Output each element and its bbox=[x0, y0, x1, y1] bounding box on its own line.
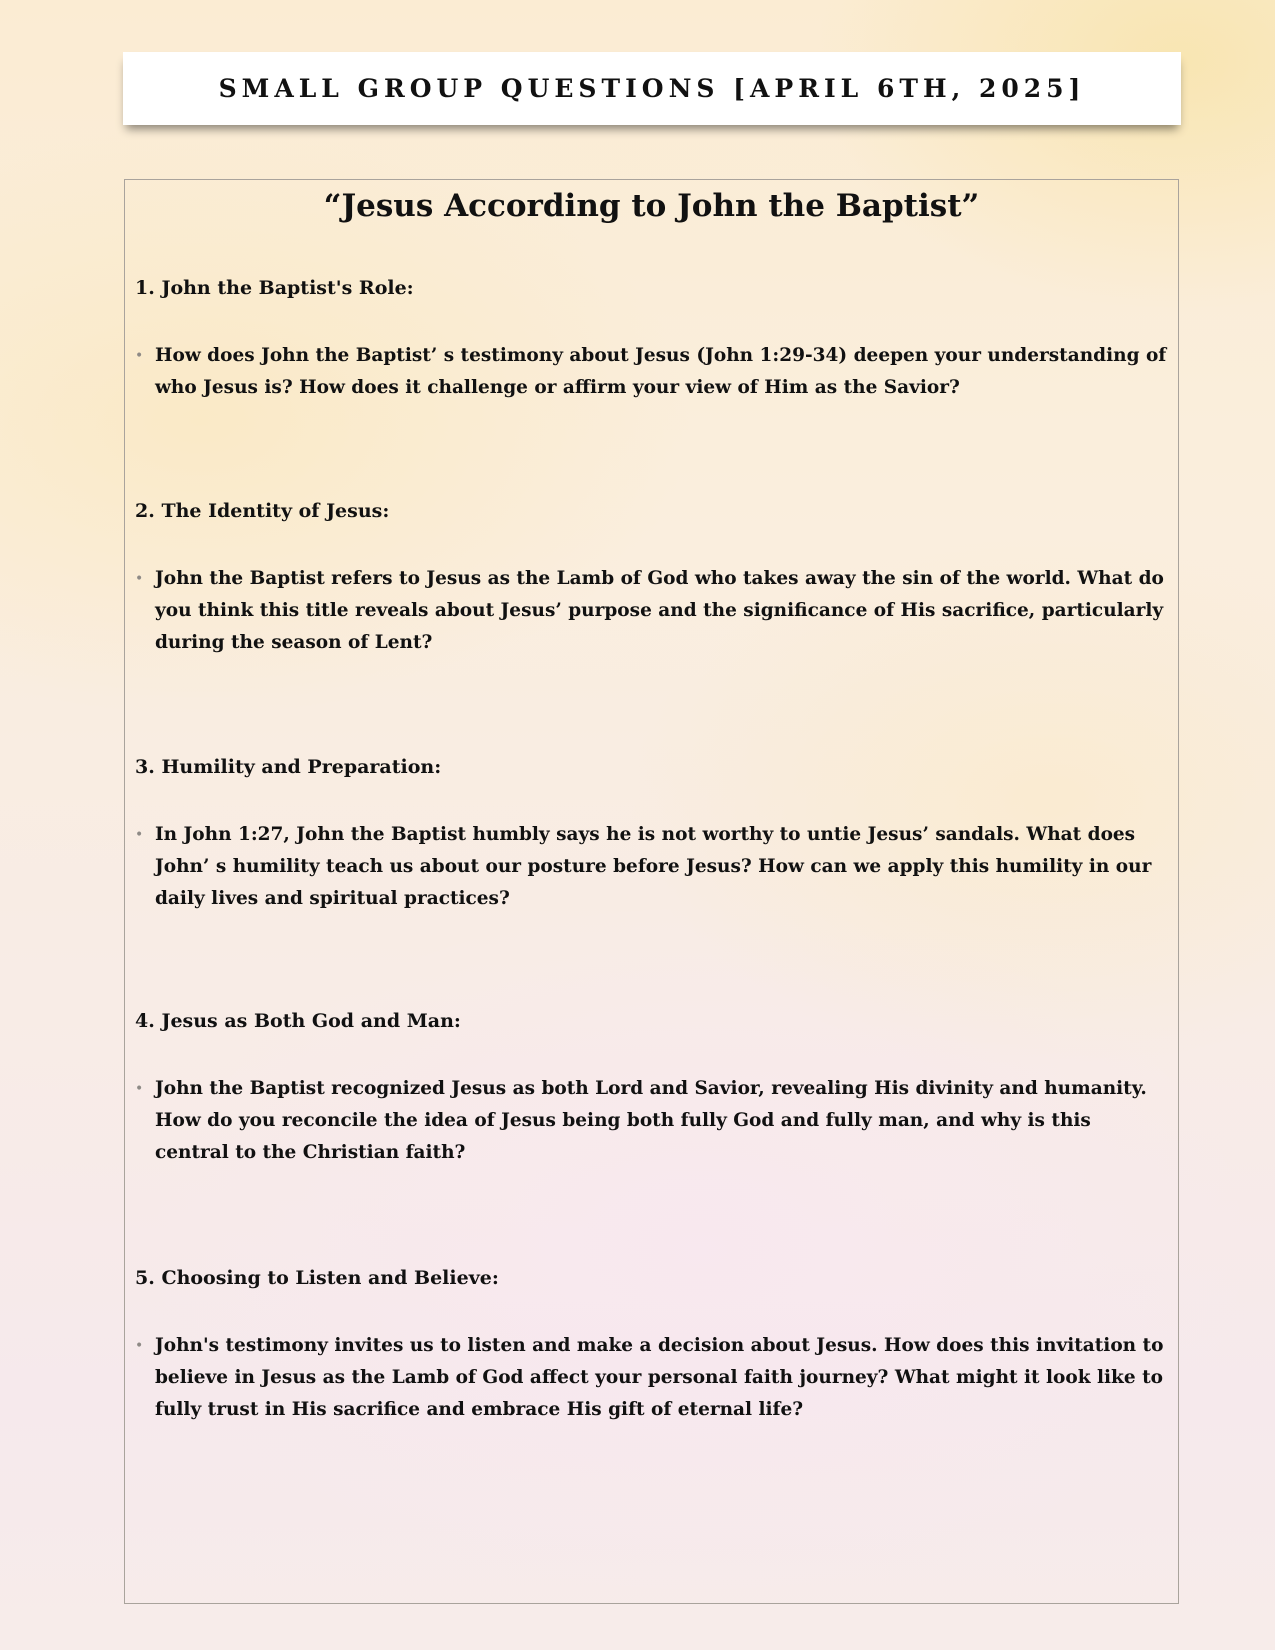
bullet-icon: • bbox=[135, 1081, 144, 1097]
question-section bbox=[135, 276, 1170, 404]
question-text: How does John the Baptist’ s testimony about Jesus (John 1:29-34) deepen your understanding of who Jesus is? How does it challenge or affirm your view of Him as the Savior? bbox=[155, 345, 1167, 398]
bullet-icon: • bbox=[135, 571, 144, 587]
question-section bbox=[135, 1266, 1170, 1426]
document-title: “Jesus According to John the Baptist” bbox=[323, 188, 980, 224]
question-section bbox=[135, 755, 1170, 915]
question-text: John the Baptist refers to Jesus as the Lamb of God who takes away the sin of the world. What do you think this title reveals about Jesus’ purpose and the significance of His sacrifice, particularly during the season of Lent? bbox=[155, 568, 1164, 653]
question-section bbox=[135, 499, 1170, 659]
section-heading: 4. Jesus as Both God and Man: bbox=[135, 1010, 461, 1032]
question-item bbox=[135, 1330, 1170, 1426]
section-heading: 2. The Identity of Jesus: bbox=[135, 500, 390, 522]
bullet-icon: • bbox=[135, 1338, 144, 1354]
question-item bbox=[135, 340, 1170, 404]
question-text: John's testimony invites us to listen and make a decision about Jesus. How does this invitation to believe in Jesus as the Lamb of God affect your personal faith journey? What might it look like to fully trust in His sacrifice and embrace His gift of eternal life? bbox=[155, 1335, 1164, 1420]
question-item bbox=[135, 563, 1170, 659]
question-text: In John 1:27, John the Baptist humbly says he is not worthy to untie Jesus’ sandals. What does John’ s humility teach us about our posture before Jesus? How can we apply this humility in our daily lives and spiritual practices? bbox=[155, 824, 1152, 909]
bullet-icon: • bbox=[135, 348, 144, 364]
section-heading: 3. Humility and Preparation: bbox=[135, 756, 442, 778]
question-item bbox=[135, 819, 1170, 915]
questions-box bbox=[124, 179, 1179, 1604]
question-text: John the Baptist recognized Jesus as both Lord and Savior, revealing His divinity and humanity. How do you reconcile the idea of Jesus being both fully God and fully man, and why is this central to the Christian faith? bbox=[155, 1078, 1147, 1163]
header-banner bbox=[123, 52, 1181, 125]
question-section bbox=[135, 1009, 1170, 1169]
header-title: SMALL GROUP QUESTIONS [APRIL 6TH, 2025] bbox=[218, 74, 1086, 103]
section-heading: 5. Choosing to Listen and Believe: bbox=[135, 1267, 499, 1289]
bullet-icon: • bbox=[135, 827, 144, 843]
question-item bbox=[135, 1073, 1170, 1169]
section-heading: 1. John the Baptist's Role: bbox=[135, 277, 414, 299]
